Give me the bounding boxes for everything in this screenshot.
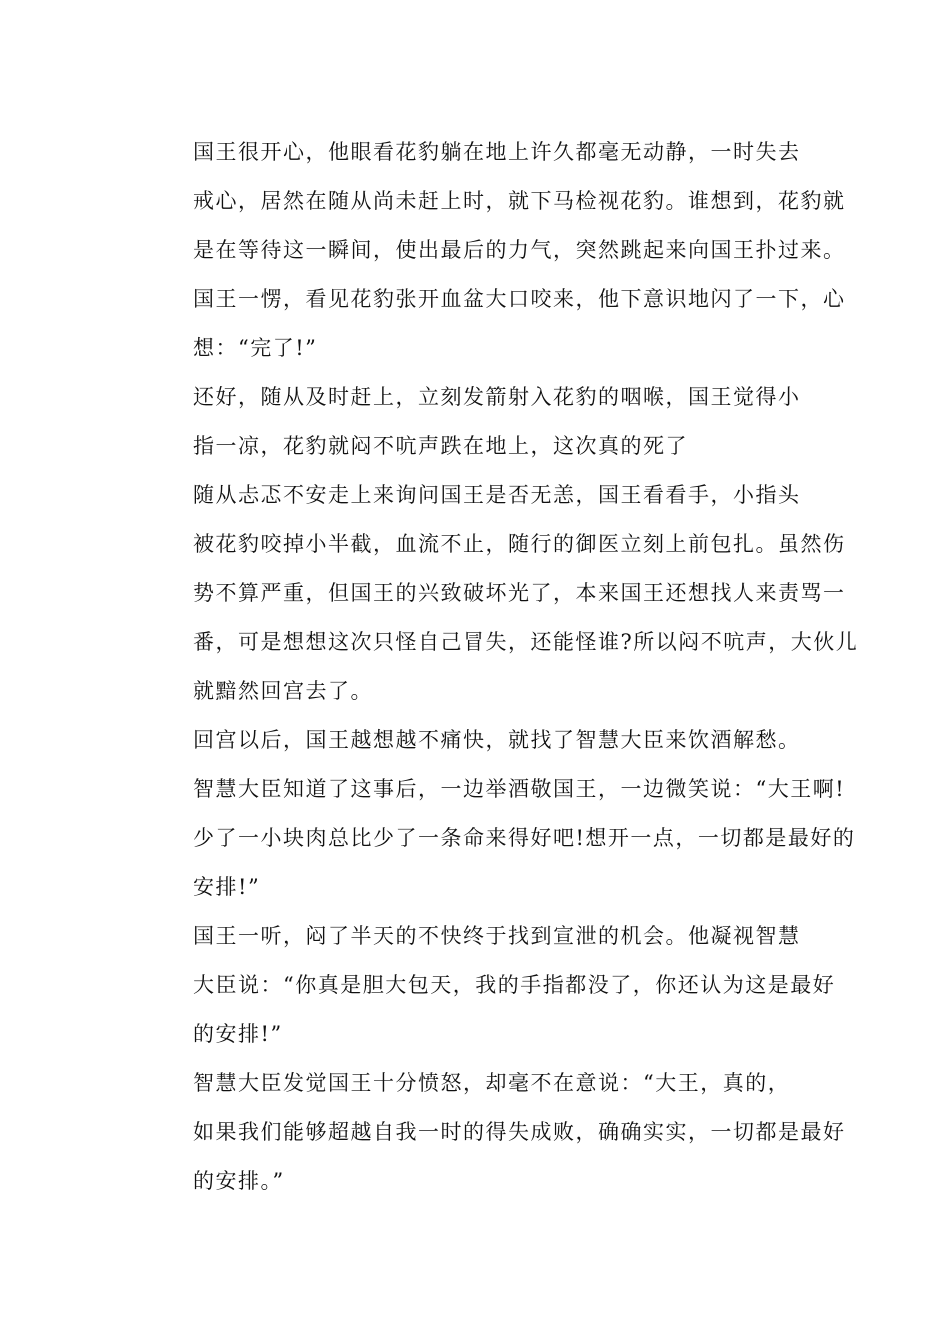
paragraph [146,373,806,471]
text-line: 随从忐忑不安走上来询问国王是否无恙，国王看看手，小指头 [193,483,801,507]
text-line: 安排!” [193,875,261,899]
paragraph [146,912,836,1059]
text-line: 戒心，居然在随从尚未赶上时，就下马检视花豹。谁想到，花豹就 [193,189,846,213]
paragraph [146,471,859,716]
paragraph [146,716,856,912]
story-text [146,128,859,1206]
text-line: 智慧大臣知道了这事后，一边举酒敬国王，一边微笑说：“大王啊! [193,777,846,801]
text-line: 如果我们能够超越自我一时的得失成败，确确实实，一切都是最好 [193,1120,846,1144]
text-line: 还好，随从及时赶上，立刻发箭射入花豹的咽喉，国王觉得小 [193,385,801,409]
paragraph [146,128,846,373]
text-line: 是在等待这一瞬间，使出最后的力气，突然跳起来向国王扑过来。 [193,238,846,262]
text-line: 指一凉，花豹就闷不吭声跌在地上，这次真的死了 [193,434,688,458]
text-line: 智慧大臣发觉国王十分愤怒，却毫不在意说：“大王，真的， [193,1071,791,1095]
text-line: 的安排!” [193,1022,283,1046]
text-line: 国王很开心，他眼看花豹躺在地上许久都毫无动静，一时失去 [193,140,801,164]
text-line: 番，可是想想这次只怪自己冒失，还能怪谁?所以闷不吭声，大伙儿 [193,630,859,654]
text-line: 回宫以后，国王越想越不痛快，就找了智慧大臣来饮酒解愁。 [193,728,801,752]
text-line: 就黯然回宫去了。 [193,679,373,703]
text-line: 被花豹咬掉小半截，血流不止，随行的御医立刻上前包扎。虽然伤 [193,532,846,556]
text-line: 国王一愣，看见花豹张开血盆大口咬来，他下意识地闪了一下，心 [193,287,846,311]
text-line: 的安排。” [193,1169,285,1193]
text-line: 想：“完了!” [193,336,318,360]
text-line: 国王一听，闷了半天的不快终于找到宣泄的机会。他凝视智慧 [193,924,801,948]
paragraph [146,1059,846,1206]
text-line: 势不算严重，但国王的兴致破坏光了，本来国王还想找人来责骂一 [193,581,846,605]
text-line: 大臣说：“你真是胆大包天，我的手指都没了，你还认为这是最好 [193,973,836,997]
text-line: 少了一小块肉总比少了一条命来得好吧!想开一点，一切都是最好的 [193,826,856,850]
